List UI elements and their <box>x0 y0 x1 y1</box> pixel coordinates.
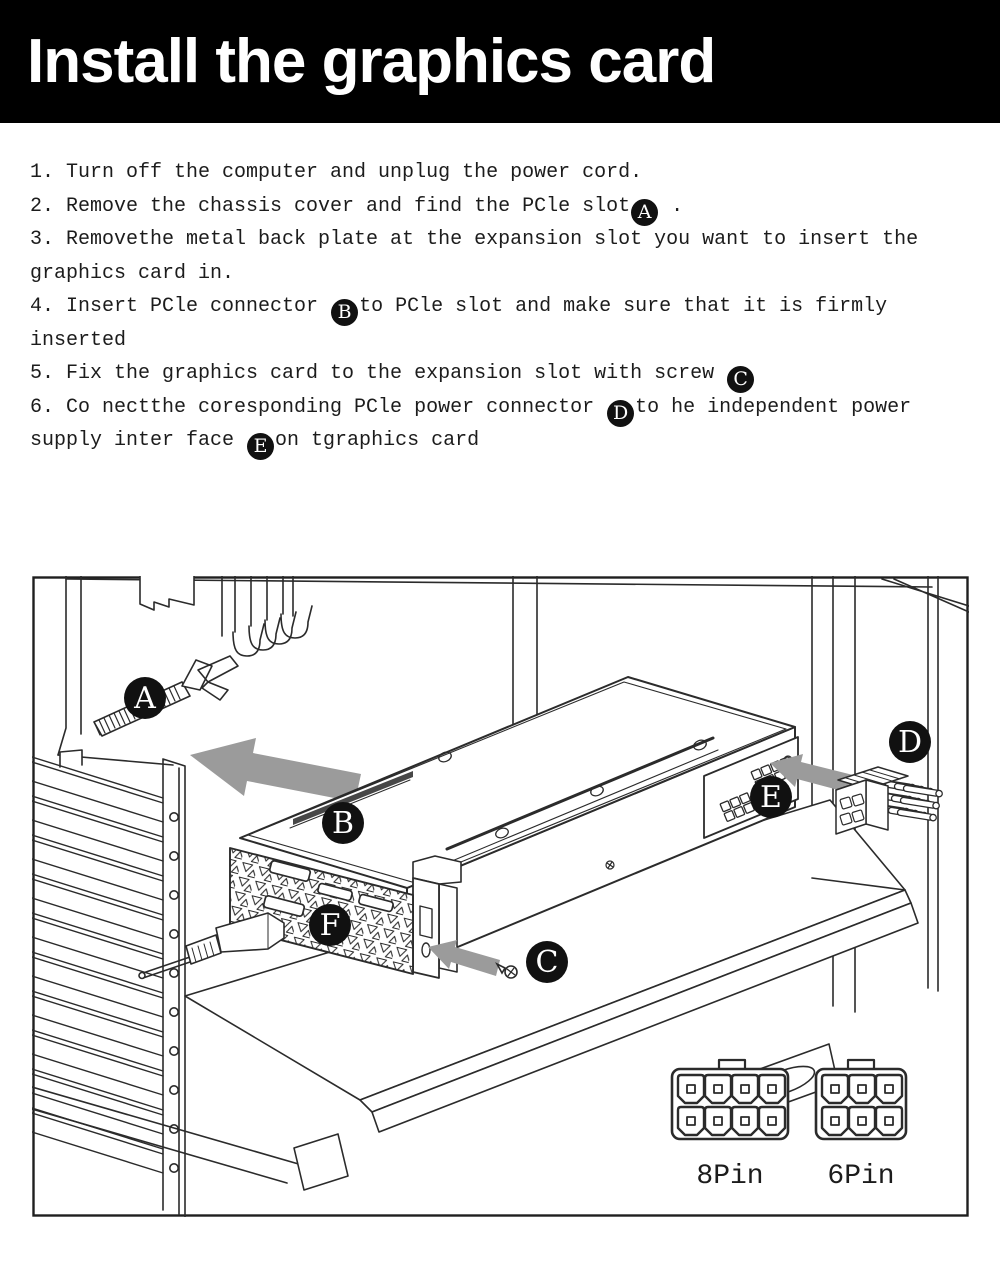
instruction-line <box>30 424 980 458</box>
drive-bracket <box>140 576 194 610</box>
six-pin-label: 6Pin <box>827 1161 895 1192</box>
instruction-text: 2. Remove the chassis cover and find the PCle slot <box>30 194 631 218</box>
eight-pin-label: 8Pin <box>696 1161 764 1192</box>
instruction-line <box>30 257 980 291</box>
instruction-text: . <box>659 194 684 218</box>
page-title: Install the graphics card <box>27 27 716 96</box>
pin-legends <box>672 1060 906 1192</box>
instruction-line <box>30 190 980 224</box>
header-bar <box>0 0 1000 123</box>
svg-text:D: D <box>897 725 923 760</box>
diagram-label-d <box>889 721 931 763</box>
svg-text:A: A <box>134 681 156 716</box>
svg-text:F: F <box>319 908 341 943</box>
step-badge-c: C <box>727 366 754 393</box>
instruction-line <box>30 223 980 257</box>
instruction-text: inserted <box>30 328 127 352</box>
diagram-label-a <box>124 677 166 719</box>
diagram-svg <box>32 576 969 1217</box>
svg-text:C: C <box>535 945 559 980</box>
diagram-label-b <box>322 802 364 844</box>
ram-latches <box>222 576 312 656</box>
instruction-text: on tgraphics card <box>275 429 480 452</box>
diagram-label-c <box>526 941 568 983</box>
diagram-label-f <box>309 904 351 946</box>
card-mounting-tab <box>413 878 439 978</box>
instruction-list <box>30 156 980 458</box>
arrow-card-to-slot <box>190 738 361 802</box>
diagram-label-e <box>750 776 792 818</box>
power-plug-drawing <box>836 767 943 834</box>
instruction-line <box>30 357 980 391</box>
instruction-text: to PCle slot and make sure that it is firmly <box>359 295 888 318</box>
step-badge-b: B <box>331 299 358 326</box>
case-foot-left <box>294 1134 348 1190</box>
svg-text:E: E <box>760 780 782 815</box>
step-badge-a: A <box>631 199 658 226</box>
instruction-line <box>30 324 980 358</box>
instruction-text: 6. Co nectthe coresponding PCle power connector <box>30 395 607 419</box>
step-badge-e: E <box>247 433 274 460</box>
instruction-text: to he independent power <box>635 395 912 419</box>
instruction-text: 3. Removethe metal back plate at the expansion slot you want to insert the <box>30 228 919 251</box>
instruction-line <box>30 156 980 190</box>
installation-diagram <box>32 576 969 1217</box>
instruction-text: 1. Turn off the computer and unplug the power cord. <box>30 161 643 184</box>
six-pin-connector-legend <box>816 1060 906 1192</box>
instruction-line <box>30 391 980 425</box>
instruction-text: 5. Fix the graphics card to the expansion slot with screw <box>30 362 727 385</box>
step-badge-d: D <box>607 400 634 427</box>
instruction-line <box>30 290 980 324</box>
eight-pin-connector-legend <box>672 1060 788 1192</box>
svg-text:B: B <box>331 806 355 841</box>
instruction-text: graphics card in. <box>30 261 235 285</box>
instruction-text: 4. Insert PCle connector <box>30 295 331 318</box>
slot-covers <box>32 757 163 1173</box>
pcie-slot-drawing <box>94 656 238 736</box>
cable-plug-drawing <box>139 913 284 979</box>
instruction-text: supply inter face <box>30 429 247 452</box>
